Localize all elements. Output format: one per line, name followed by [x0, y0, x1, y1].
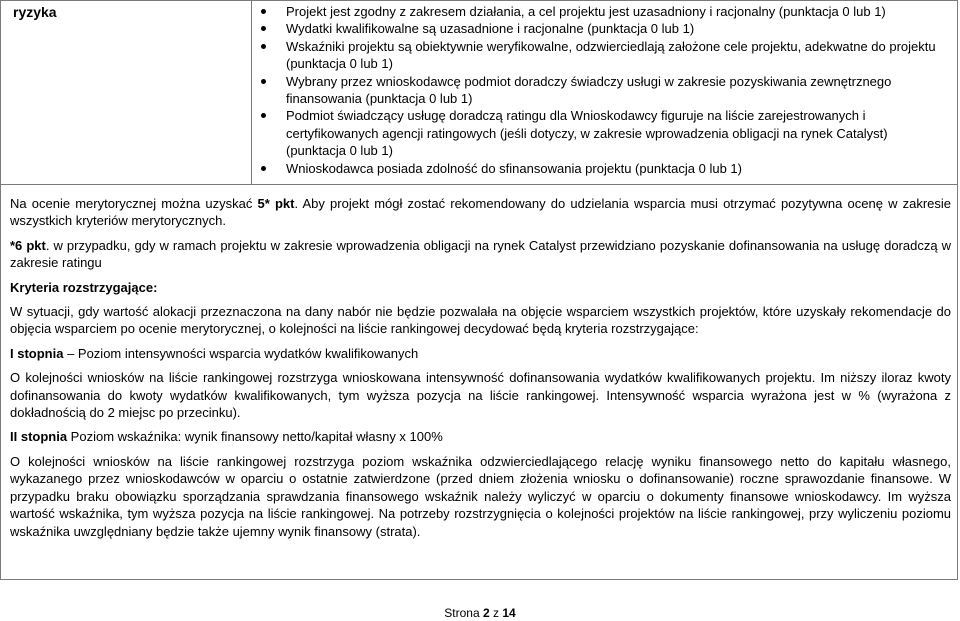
score-value: 5* pkt: [257, 196, 295, 211]
list-item: Podmiot świadczący usługę doradczą ratingu dla Wnioskodawcy figuruje na liście zarejestrowanych i certyfikowanych agencji ratingowych (jeśli dotyczy, w zakresie wprowadzenia obligacji na rynek Catalyst) (punktacja 0 lub 1): [286, 107, 951, 159]
list-item: Wnioskodawca posiada zdolność do sfinansowania projektu (punktacja 0 lub 1): [286, 160, 951, 177]
stage2-text: O kolejności wniosków na liście rankingowej rozstrzyga poziom wskaźnika odzwierciedlającego relację wyniku finansowego netto do kapitału własnego, wykazanego przez wnioskodawców w oparciu o ostatnie zatwierdzone (przed dniem złożenia wniosku o dofinansowanie) roczne sprawozdanie finansowe. W przypadku braku obowiązku sporządzania sprawdzania finansowego wskaźnik należy wyliczyć w oparciu o dokumenty finansowe wnioskodawcy. Im wyższa wartość wskaźnika, tym wyższa pozycja na liście rankingowej. Na potrzeby rozstrzygnięcia o kolejności projektów na liście rankingowej, przy wyliczeniu poziomu wskaźnika uwzględniany będzie także ujemny wynik finansowy (strata).: [10, 453, 951, 539]
stage2-heading: II stopnia Poziom wskaźnika: wynik finansowy netto/kapitał własny x 100%: [10, 429, 443, 445]
assessment-text: [10, 195, 951, 547]
tiebreak-intro: W sytuacji, gdy wartość alokacji przeznaczona na dany nabór nie będzie pozwalała na objęcie wsparciem wszystkich projektów, które uzyskały rekomendacje do objęcia wsparciem po ocenie merytorycznej, o kolejności na liście rankingowej decydować będą kryteria rozstrzygające:: [10, 304, 951, 337]
list-item: Wydatki kwalifikowalne są uzasadnione i racjonalne (punktacja 0 lub 1): [286, 20, 951, 37]
row-label: ryzyka: [13, 4, 57, 20]
row-divider: [0, 184, 958, 185]
page-footer: Strona 2 z 14: [444, 606, 516, 620]
stage1-text: O kolejności wniosków na liście rankingowej rozstrzyga wnioskowana intensywność dofinansowania wydatków kwalifikowanych projektu. Im niższy iloraz kwoty dofinansowania do kwoty wydatków kwalifikowanych, tym wyższa pozycja na liście rankingowej. Intensywność wsparcia wyrażona jest w % (wyrażona z dokładnością do 2 miejsc po przecinku).: [10, 370, 951, 421]
criteria-list: [286, 3, 951, 177]
stage1-heading: I stopnia – Poziom intensywności wsparcia wydatków kwalifikowanych: [10, 345, 419, 361]
list-item: Wskaźniki projektu są obiektywnie weryfikowalne, odzwierciedlają założone cele projektu, adekwatne do projektu (punktacja 0 lub 1): [286, 38, 951, 73]
note-paragraph: *6 pkt. w przypadku, gdy w ramach projektu w zakresie wprowadzenia obligacji na rynek Catalyst przewidziano pozyskanie dofinansowania na usługę doradczą w zakresie ratingu: [10, 237, 951, 271]
column-divider: [251, 0, 252, 185]
list-item: Projekt jest zgodny z zakresem działania, a cel projektu jest uzasadniony i racjonalny (punktacja 0 lub 1): [286, 3, 951, 20]
note-value: *6 pkt: [10, 237, 46, 253]
list-item: Wybrany przez wnioskodawcę podmiot doradczy świadczy usługi w zakresie pozyskiwania zewnętrznego finansowania (punktacja 0 lub 1): [286, 73, 951, 108]
tiebreak-heading: Kryteria rozstrzygające:: [10, 279, 158, 295]
score-paragraph: Na ocenie merytorycznej można uzyskać 5* pkt. Aby projekt mógł zostać rekomendowany do udzielania wsparcia musi otrzymać pozytywna ocenę w zakresie wszystkich kryteriów merytorycznych.: [10, 196, 952, 229]
page-total: 14: [502, 606, 516, 620]
page-number: 2: [482, 606, 490, 620]
